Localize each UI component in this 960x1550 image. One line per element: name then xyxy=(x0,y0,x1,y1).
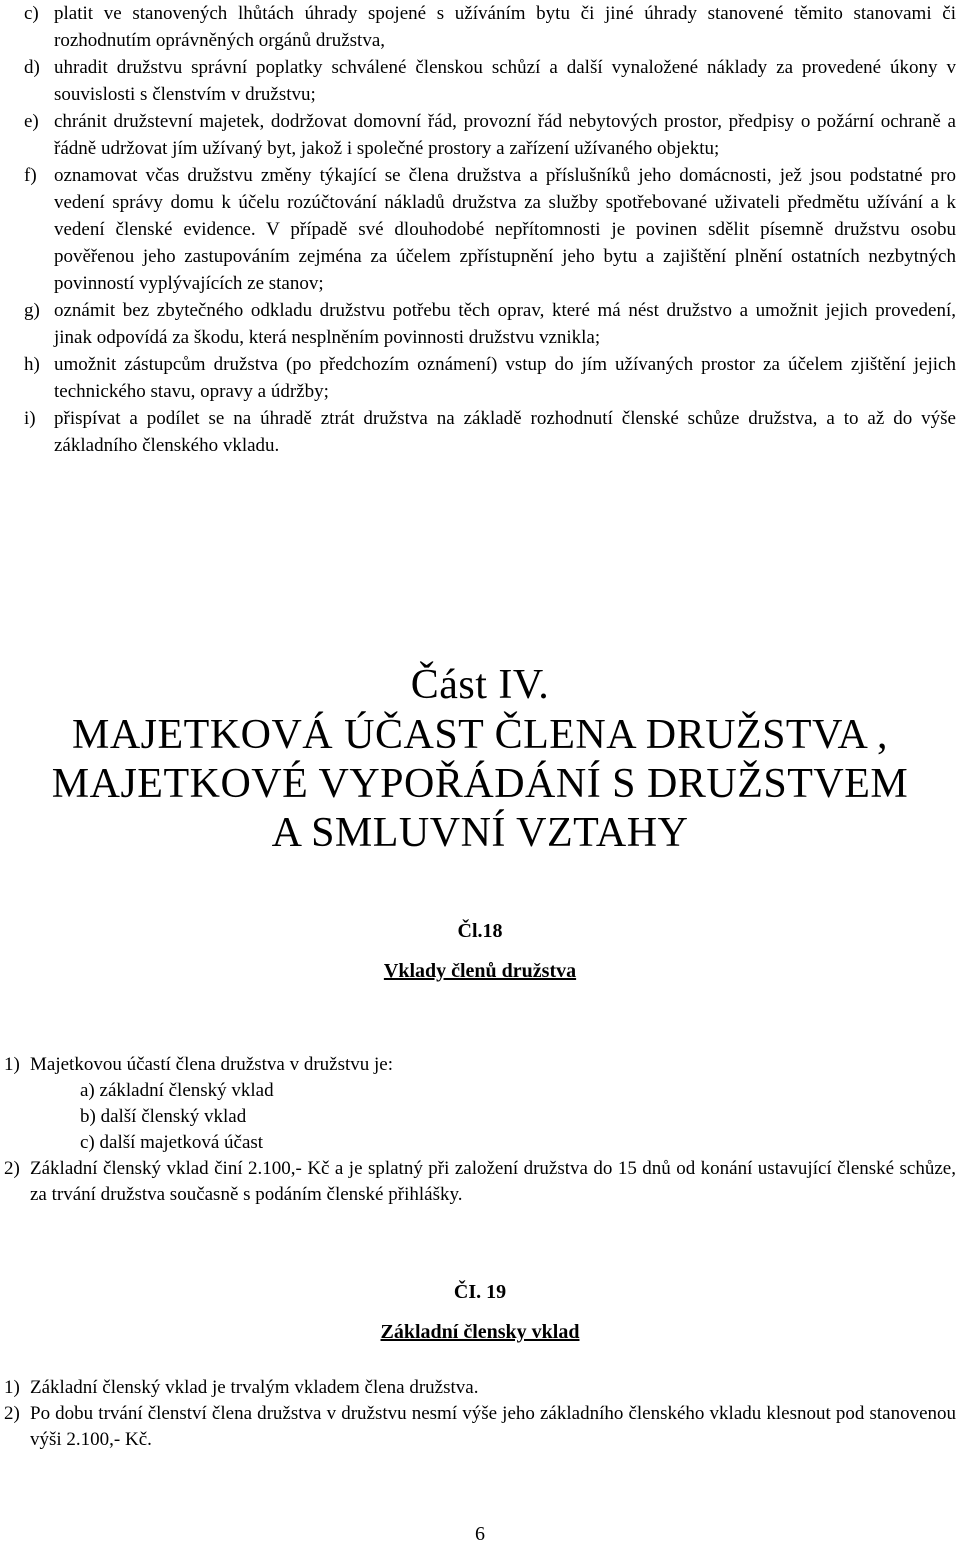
subitem-b: b) další členský vklad xyxy=(80,1106,247,1127)
list-text: chránit družstevní majetek, dodržovat domovní řád, provozní řád nebytových prostor, předpisy o požární ochraně a řádně udržovat jím užívaný byt, jakož i společné prostory a zařízení užívaného objektu; xyxy=(54,111,956,159)
list-text: platit ve stanovených lhůtách úhrady spojené s užíváním bytu či jiné úhrady stanovené těmito stanovami či rozhodnutím oprávněných orgánů družstva, xyxy=(54,3,956,51)
list-marker: d) xyxy=(24,57,40,78)
list-marker: e) xyxy=(24,111,39,132)
list-marker: i) xyxy=(24,408,36,429)
article-19-paragraph-2 xyxy=(0,1401,960,1453)
part-heading-line-3: A SMLUVNÍ VZTAHY xyxy=(271,810,689,856)
paragraph-text: Po dobu trvání členství člena družstva v družstvu nesmí výše jeho základního členského vkladu klesnout pod stanovenou výši 2.100,- Kč. xyxy=(30,1403,956,1450)
subitem-a: a) základní členský vklad xyxy=(80,1080,274,1101)
part-heading-line-1: MAJETKOVÁ ÚČAST ČLENA DRUŽSTVA , xyxy=(71,712,889,758)
list-text: uhradit družstvu správní poplatky schválené členskou schůzí a další vynaložené náklady za provedené úkony v souvislosti s členstvím v družstvu; xyxy=(54,57,956,105)
paragraph-number: 1) xyxy=(4,1054,20,1075)
article-18-paragraph-1 xyxy=(0,1052,960,1078)
paragraph-number: 1) xyxy=(4,1377,20,1398)
article-18-paragraph-2 xyxy=(0,1156,960,1208)
list-item-d xyxy=(22,54,960,108)
list-marker: g) xyxy=(24,300,40,321)
part-heading-line-2: MAJETKOVÉ VYPOŘÁDÁNÍ S DRUŽSTVEM xyxy=(51,761,909,807)
page-number: 6 xyxy=(475,1523,485,1545)
list-marker: f) xyxy=(24,165,37,186)
list-text: oznamovat včas družstvu změny týkající se člena družstva a příslušníků jeho domácnosti, jež jsou podstatné pro vedení správy domu k účelu rozúčtování nákladů družstva za služby spotřebované uživateli předmětu užívání a k vedení členské evidence. V případě své dlouhodobé nepřítomnosti je povinen sdělit písemně družstvu osobu pověřenou jeho zastupováním zejména za účelem zpřístupnění jeho bytu a zajištění plnění ostatních nezbytných povinností vyplývajících ze stanov; xyxy=(54,165,956,294)
subitem-c: c) další majetková účast xyxy=(80,1132,264,1153)
paragraph-number: 2) xyxy=(4,1158,20,1179)
list-item-g xyxy=(22,297,960,351)
list-text: přispívat a podílet se na úhradě ztrát družstva na základě rozhodnutí členské schůze družstva, a to až do výše základního členského vkladu. xyxy=(54,408,956,456)
article-19-title: Základní člensky vklad xyxy=(380,1321,580,1343)
article-18-title: Vklady členů družstva xyxy=(383,960,577,982)
list-item-e xyxy=(22,108,960,162)
part-heading-number: Část IV. xyxy=(410,662,550,708)
article-18-number: Čl.18 xyxy=(457,920,503,942)
article-19-paragraph-1 xyxy=(0,1375,960,1401)
list-text: umožnit zástupcům družstva (po předchozím oznámení) vstup do jím užívaných prostor za účelem zjištění jejich technického stavu, opravy a údržby; xyxy=(54,354,956,402)
paragraph-text: Základní členský vklad činí 2.100,- Kč a je splatný při založení družstva do 15 dnů od konání ustavující členské schůze, za trvání družstva současně s podáním členské přihlášky. xyxy=(30,1158,956,1205)
list-marker: h) xyxy=(24,354,40,375)
list-marker: c) xyxy=(24,3,39,24)
list-item-f xyxy=(22,162,960,297)
list-item-h xyxy=(22,351,960,405)
paragraph-number: 2) xyxy=(4,1403,20,1424)
article-19-body xyxy=(0,1375,960,1453)
list-item-i xyxy=(22,405,960,459)
paragraph-text: Základní členský vklad je trvalým vkladem člena družstva. xyxy=(30,1377,479,1398)
paragraph-text: Majetkovou účastí člena družstva v družstvu je: xyxy=(30,1054,394,1075)
article-19-number: ČI. 19 xyxy=(453,1281,507,1303)
article-18-body xyxy=(0,1052,960,1208)
obligations-list xyxy=(22,0,960,459)
list-text: oznámit bez zbytečného odkladu družstvu potřebu těch oprav, které má nést družstvo a umožnit jejich provedení, jinak odpovídá za škodu, která nesplněním povinnosti družstvu vznikla; xyxy=(54,300,956,348)
list-item-c xyxy=(22,0,960,54)
